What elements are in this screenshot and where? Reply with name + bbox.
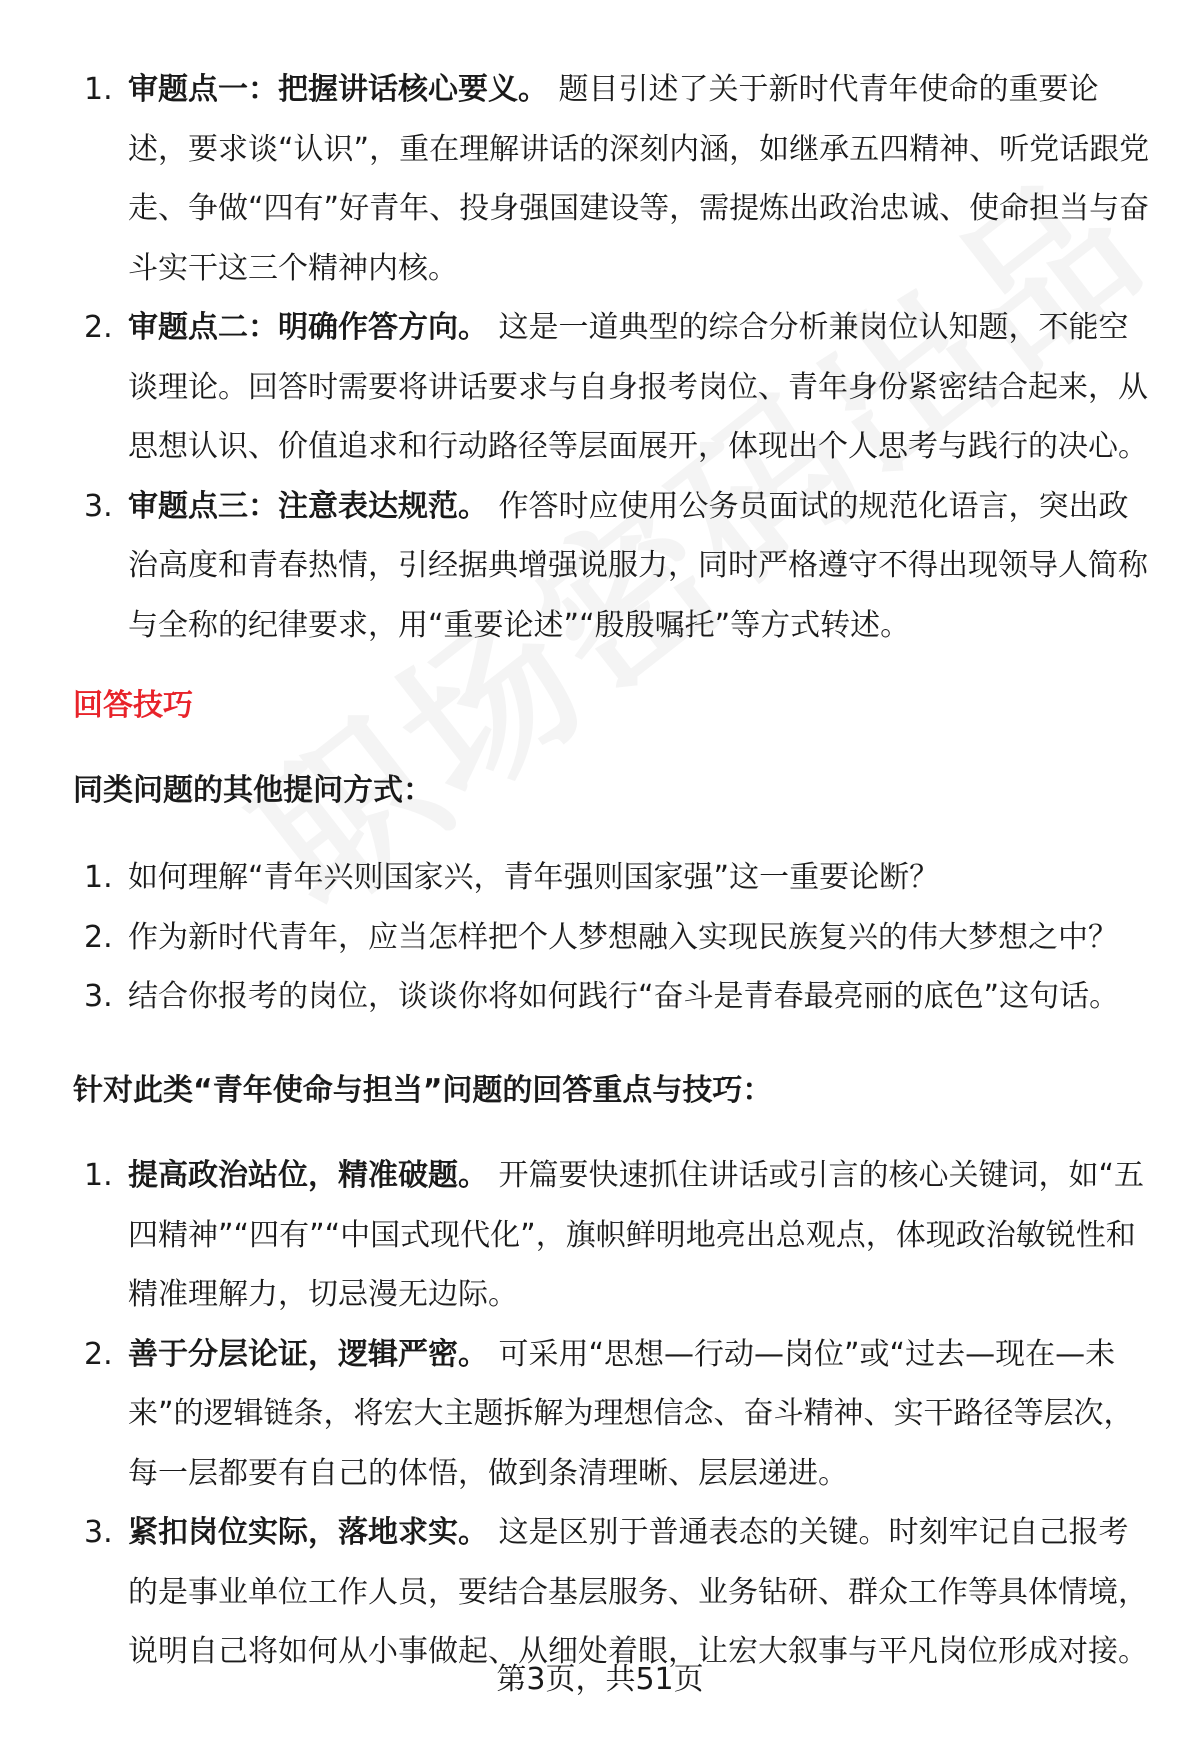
list-item-text: 这是一道典型的综合分析兼岗位认知题，不能空谈理论。回答时需要将讲话要求与自身报考岗位、青年身份紧密结合起来，从思想认识、价值追求和行动路径等层面展开，体现出个人思考与践行的决心。 [128,310,1148,464]
list-item [0,477,1200,656]
skills-heading: 针对此类“青年使命与担当”问题的回答重点与技巧： [73,1073,773,1108]
list-item [0,1503,1200,1682]
list-item [0,848,1200,908]
list-item-text: 作答时应使用公务员面试的规范化语言，突出政治高度和青春热情，引经据典增强说服力，同时严格遵守不得出现领导人简称与全称的纪律要求，用“重要论述”“殷殷嘱托”等方式转述。 [128,488,1148,643]
list-item-number: 1. [84,860,113,895]
page-number-footer: 第3页，共51页 [496,1662,704,1697]
list-item-number: 2. [84,919,113,955]
list-item-title: 善于分层论证，逻辑严密。 [128,1336,499,1372]
list-item [0,967,1200,1027]
list-item-number: 1. [84,72,113,107]
list-item-number: 3. [84,1515,113,1550]
list-item-title: 审题点三：注意表达规范。 [128,488,499,524]
section-heading: 回答技巧 [73,688,193,723]
list-item-title: 审题点一：把握讲话核心要义。 [128,72,559,107]
list-item-text: 这是区别于普通表态的关键。时刻牢记自己报考的是事业单位工作人员，要结合基层服务、业务钻研、群众工作等具体情境，说明自己将如何从小事做起、从细处着眼，让宏大叙事与平凡岗位形成对接。 [128,1515,1148,1669]
list-item-number: 2. [84,310,113,345]
list-item-text: 开篇要快速抓住讲话或引言的核心关键词，如“五四精神”“四有”“中国式现代化”，旗帜鲜明地亮出总观点，体现政治敏锐性和精准理解力，切忌漫无边际。 [128,1158,1144,1312]
list-item-number: 3. [84,979,113,1014]
list-item-text: 可采用“思想—行动—岗位”或“过去—现在—未来”的逻辑链条，将宏大主题拆解为理想信念、奋斗精神、实干路径等层次，每一层都要有自己的体悟，做到条清理晰、层层递进。 [128,1336,1134,1491]
list-item [0,1146,1200,1325]
list-item-text: 作为新时代青年，应当怎样把个人梦想融入实现民族复兴的伟大梦想之中？ [128,919,1118,955]
skills-list [0,1146,1200,1682]
list-item [0,908,1200,968]
list-item-title: 提高政治站位，精准破题。 [128,1158,499,1193]
similar-questions-list [0,848,1200,1027]
list-item-text: 如何理解“青年兴则国家兴，青年强则国家强”这一重要论断？ [128,860,940,895]
list-item-number: 1. [84,1158,113,1193]
list-item [0,60,1200,298]
list-item-text: 结合你报考的岗位，谈谈你将如何践行“奋斗是青春最亮丽的底色”这句话。 [128,979,1120,1014]
list-item-number: 2. [84,1336,113,1372]
list-item-title: 审题点二：明确作答方向。 [128,310,499,345]
list-item [0,1325,1200,1504]
review-points-list [0,60,1200,655]
list-item-text: 题目引述了关于新时代青年使命的重要论述，要求谈“认识”，重在理解讲话的深刻内涵，如继承五四精神、听党话跟党走、争做“四有”好青年、投身强国建设等，需提炼出政治忠诚、使命担当与奋斗实干这三个精神内核。 [128,72,1150,286]
list-item-title: 紧扣岗位实际，落地求实。 [128,1515,499,1550]
list-item [0,298,1200,477]
similar-questions-heading: 同类问题的其他提问方式： [73,773,433,808]
list-item-number: 3. [84,488,113,524]
